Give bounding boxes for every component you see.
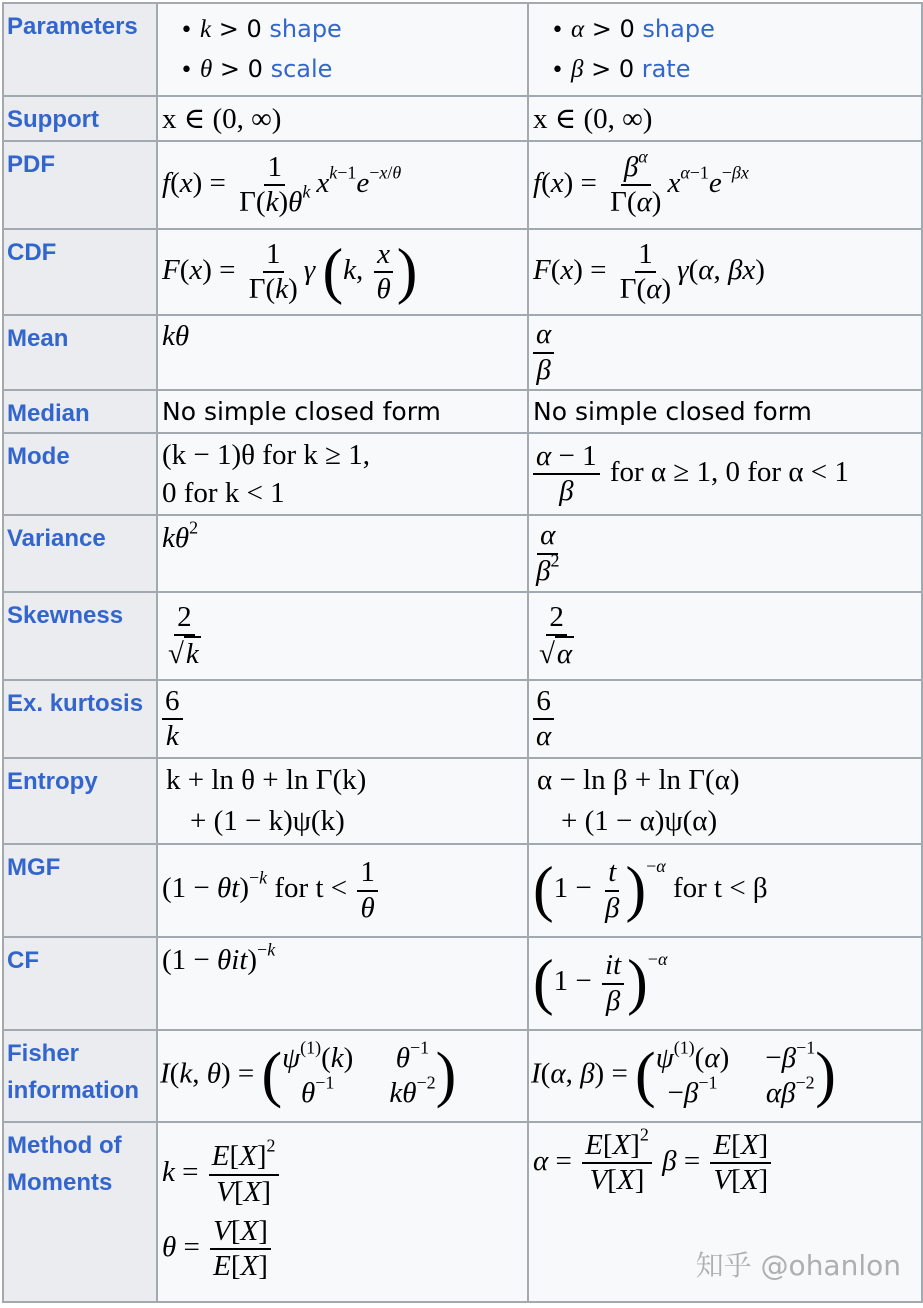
row-label[interactable]: Fisher information — [3, 1030, 157, 1122]
row-pdf — [3, 141, 922, 229]
parameters-k-theta: • k > 0 shape • θ > 0 scale — [157, 3, 528, 96]
row-label[interactable]: Variance — [3, 515, 157, 592]
variance-k-theta: $k\theta^2$ — [157, 515, 528, 592]
skewness-k-theta: 2 √ k — [157, 592, 528, 680]
row-entropy — [3, 758, 922, 844]
mgf-alpha-beta: (1 − $\frac{t}{\beta}$ )$^{-\alpha}$ for t < β — [528, 844, 922, 937]
mom-alpha-beta: α = $\frac{E[X]^2}{V[X]}$ β = $\frac{E[X]}{V[X]}$ — [528, 1122, 922, 1302]
row-cdf — [3, 229, 922, 315]
kurtosis-alpha-beta: $\frac{6}{\alpha}$ — [528, 680, 922, 758]
cf-k-theta: $(1 - \theta it)^{-k}$ — [157, 937, 528, 1030]
row-label[interactable]: Mean — [3, 315, 157, 390]
row-kurtosis — [3, 680, 922, 758]
row-label[interactable]: Entropy — [3, 758, 157, 844]
row-fisher — [3, 1030, 922, 1122]
mean-k-theta: kθ — [157, 315, 528, 390]
cdf-k-theta: F(x) = $\frac{1}{\Gamma(k)}$ γ (k, $\frac{x}{\theta}$ ) — [157, 229, 528, 315]
row-label[interactable]: Median — [3, 390, 157, 433]
row-label[interactable]: Mode — [3, 433, 157, 515]
rate-link[interactable]: rate — [641, 54, 691, 83]
shape-link[interactable]: shape — [269, 14, 342, 43]
mode-k-theta: (k − 1)θ for k ≥ 1, 0 for k < 1 — [157, 433, 528, 515]
row-label[interactable]: Ex. kurtosis — [3, 680, 157, 758]
median-alpha-beta: No simple closed form — [528, 390, 922, 433]
entropy-alpha-beta: α − ln β + ln Γ(α) + (1 − α)ψ(α) — [528, 758, 922, 844]
watermark: 知乎 @ohanlon — [695, 1249, 901, 1282]
row-skewness — [3, 592, 922, 680]
entropy-k-theta: k + ln θ + ln Γ(k) + (1 − k)ψ(k) — [157, 758, 528, 844]
support-alpha-beta: x ∈ (0, ∞) — [528, 96, 922, 141]
row-label[interactable]: Support — [3, 96, 157, 141]
variance-alpha-beta: $\frac{\alpha}{\beta^2}$ — [528, 515, 922, 592]
row-label[interactable]: Method of Moments — [3, 1122, 157, 1302]
row-label[interactable]: CDF — [3, 229, 157, 315]
cf-alpha-beta: (1 − $\frac{it}{\beta}$ )$^{-\alpha}$ — [528, 937, 922, 1030]
row-mode — [3, 433, 922, 515]
mode-alpha-beta: $\frac{\alpha - 1}{\beta}$ for α ≥ 1, 0 for α < 1 — [528, 433, 922, 515]
pdf-k-theta: f(x) = $\frac{1}{\Gamma(k)\theta^k}$ $x^{k-1}e^{-x/\theta}$ — [157, 141, 528, 229]
fisher-alpha-beta: I(α, β) = ( $\psi^{(1)}(\alpha)$ $-\beta^{-1}$ $-\beta^{-1}$ $\alpha\beta^{-2}$ ) — [528, 1030, 922, 1122]
row-label[interactable]: PDF — [3, 141, 157, 229]
row-label[interactable]: Skewness — [3, 592, 157, 680]
shape-link[interactable]: shape — [642, 14, 715, 43]
row-median — [3, 390, 922, 433]
row-label[interactable]: MGF — [3, 844, 157, 937]
pdf-alpha-beta: f(x) = $\frac{\beta^\alpha}{\Gamma(\alpha)}$ $x^{\alpha-1}e^{-\beta x}$ — [528, 141, 922, 229]
cdf-alpha-beta: F(x) = $\frac{1}{\Gamma(\alpha)}$ γ(α, βx) — [528, 229, 922, 315]
row-support — [3, 96, 922, 141]
row-variance — [3, 515, 922, 592]
scale-link[interactable]: scale — [270, 54, 333, 83]
row-cf — [3, 937, 922, 1030]
row-label[interactable]: Parameters — [3, 3, 157, 96]
mgf-k-theta: $(1 - \theta t)^{-k}$ for t < $\frac{1}{\theta}$ — [157, 844, 528, 937]
row-parameters — [3, 3, 922, 96]
gamma-distribution-table — [2, 2, 923, 1303]
skewness-alpha-beta: 2 √ α — [528, 592, 922, 680]
parameters-alpha-beta: • α > 0 shape • β > 0 rate — [528, 3, 922, 96]
median-k-theta: No simple closed form — [157, 390, 528, 433]
row-label[interactable]: CF — [3, 937, 157, 1030]
support-k-theta: x ∈ (0, ∞) — [157, 96, 528, 141]
mean-alpha-beta: $\frac{\alpha}{\beta}$ — [528, 315, 922, 390]
kurtosis-k-theta: $\frac{6}{k}$ — [157, 680, 528, 758]
mom-k-theta: k = $\frac{E[X]^2}{V[X]}$ θ = $\frac{V[X]}{E[X]}$ — [157, 1122, 528, 1302]
row-mean — [3, 315, 922, 390]
row-mgf — [3, 844, 922, 937]
fisher-k-theta: I(k, θ) = ( $\psi^{(1)}(k)$ $\theta^{-1}$ $\theta^{-1}$ $k\theta^{-2}$ ) — [157, 1030, 528, 1122]
